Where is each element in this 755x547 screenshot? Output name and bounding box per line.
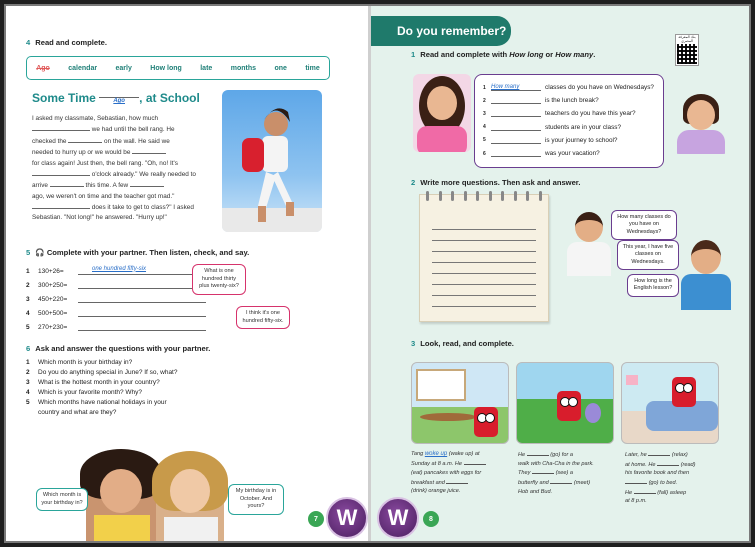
story-panel-2: [516, 362, 614, 444]
answer-line[interactable]: How many: [491, 84, 541, 91]
question-list: [26, 358, 326, 418]
answer-line[interactable]: [491, 137, 541, 144]
sum-row: 1 130+26= one hundred fifty-six: [26, 264, 206, 278]
word-7: time: [305, 64, 320, 72]
exercise-6-heading: 6 Ask and answer the questions with your partner.: [26, 344, 211, 353]
sum-row: 2 300+250=: [26, 278, 206, 292]
speech-bubble-classes-answer: This year, I have five classes on Wednesdays.: [617, 240, 679, 270]
question-row: 4 students are in your class?: [483, 123, 622, 131]
answer-line[interactable]: [491, 110, 541, 117]
page-number: 8: [423, 511, 439, 527]
book-spread: [4, 4, 751, 543]
exercise-2-heading: 2 Write more questions. Then ask and answer.: [411, 178, 581, 187]
question-row: 2 is the lunch break?: [483, 97, 599, 105]
story-text-2: He (go) for a walk with Cha-Cha in the park. They (see) a butterfly and (meet) Hob and Bud.: [518, 452, 594, 495]
story-text: I asked my classmate, Sebastian, how much we had until the bell rang. He checked the on the wall. He said we needed to hurry up or we would be for class again! Just then, the bell rang. "Oh, no! It's o'clock already." We really needed to arrive this time. A few ago, we weren't on time and the teacher got mad." does it take to get to class?" I asked Sebastian. "Not long!" he answered. "Hurry up!": [32, 115, 196, 222]
question-row: 1 How many classes do you have on Wednesdays?: [483, 84, 654, 92]
word-3: How long: [150, 64, 182, 72]
section-banner: Do you remember?: [371, 16, 511, 46]
answer-line[interactable]: [78, 310, 206, 317]
right-page: [371, 6, 751, 541]
answer-line[interactable]: [78, 324, 206, 331]
sum-row: 3 450+220=: [26, 292, 206, 306]
monster-character: [557, 391, 581, 421]
story-text-3: Later, he (relax) at home. He (read) his favorite book and then (go) to bed. He (fall) asleep at 8 p.m.: [625, 452, 696, 505]
monster-character: [474, 407, 498, 437]
exercise-3-heading: 3 Look, read, and complete.: [411, 339, 514, 348]
girl-glasses-illustration: [673, 90, 729, 154]
word-6: one: [274, 64, 287, 72]
answer-line[interactable]: [491, 97, 541, 104]
answer-line[interactable]: [78, 296, 206, 303]
answer-line[interactable]: one hundred fifty-six: [78, 268, 206, 275]
word-2: early: [115, 64, 132, 72]
speech-bubble-birthday-question: Which month is your birthday in?: [36, 488, 88, 511]
word-5: months: [230, 64, 257, 72]
list-item: 4 Which is your favorite month? Why?: [26, 389, 143, 397]
sum-list: [26, 264, 206, 334]
word-4: late: [200, 64, 213, 72]
word-0: Ago: [36, 64, 50, 72]
question-box: [474, 74, 664, 168]
sum-row: 5 270+230=: [26, 320, 206, 334]
publisher-logo: W: [377, 497, 419, 539]
speech-bubble-birthday-answer: My birthday is in October. And yours?: [228, 484, 284, 515]
exercise-1-heading: 1 Read and complete with How long or How many.: [411, 50, 596, 59]
exercise-4-heading: 4 Read and complete.: [26, 38, 107, 47]
list-item: 1 Which month is your birthday in?: [26, 359, 133, 366]
answer-line[interactable]: [78, 282, 206, 289]
story-panel-1: [411, 362, 509, 444]
speech-bubble-lesson-question: How long is the English lesson?: [627, 274, 679, 297]
list-item: 5 Which months have national holidays in your country and what are they?: [26, 399, 167, 417]
monster-character: [672, 377, 696, 407]
exercise-5-heading: 5 🎧 Complete with your partner. Then listen, check, and say.: [26, 248, 250, 257]
notepad-writing-area[interactable]: [419, 194, 549, 322]
speech-bubble-classes-question: How many classes do you have on Wednesdays?: [611, 210, 677, 240]
qr-code: بنك المعرفة المصري: [675, 34, 699, 66]
word-box: [26, 56, 330, 80]
word-1: calendar: [68, 64, 98, 72]
speech-bubble-answer: I think it's one hundred fifty-six.: [236, 306, 290, 329]
girl-illustration-2: [156, 457, 224, 541]
girl-illustration-1: [86, 455, 156, 541]
boy-illustration-1: [567, 212, 611, 276]
answer-line[interactable]: [491, 124, 541, 131]
sum-row: 4 500+500=: [26, 306, 206, 320]
boy-illustration-2: [681, 238, 731, 310]
answer-line[interactable]: [491, 150, 541, 157]
list-item: 3 What is the hottest month in your country?: [26, 379, 160, 387]
headphones-icon: 🎧: [35, 248, 47, 257]
girl-thinking-illustration: [413, 74, 471, 152]
question-row: 5 is your journey to school?: [483, 136, 618, 144]
list-item: 2 Do you do anything special in June? If so, what?: [26, 369, 178, 377]
publisher-logo: W: [326, 497, 368, 539]
story-title: Some Time Ago , at School: [32, 91, 200, 105]
question-row: 6 was your vacation?: [483, 150, 600, 158]
speech-bubble-question: What is one hundred thirty plus twenty-six?: [192, 264, 246, 295]
page-number: 7: [308, 511, 324, 527]
left-page: [6, 6, 370, 541]
story-text-1: Tang woke up (wake up) at Sunday at 8 a.m. He (eat) pancakes with eggs for breakfast and (drink) orange juice.: [411, 450, 511, 496]
question-row: 3 teachers do you have this year?: [483, 110, 636, 118]
story-panel-3: [621, 362, 719, 444]
running-girl-photo: [222, 90, 322, 232]
